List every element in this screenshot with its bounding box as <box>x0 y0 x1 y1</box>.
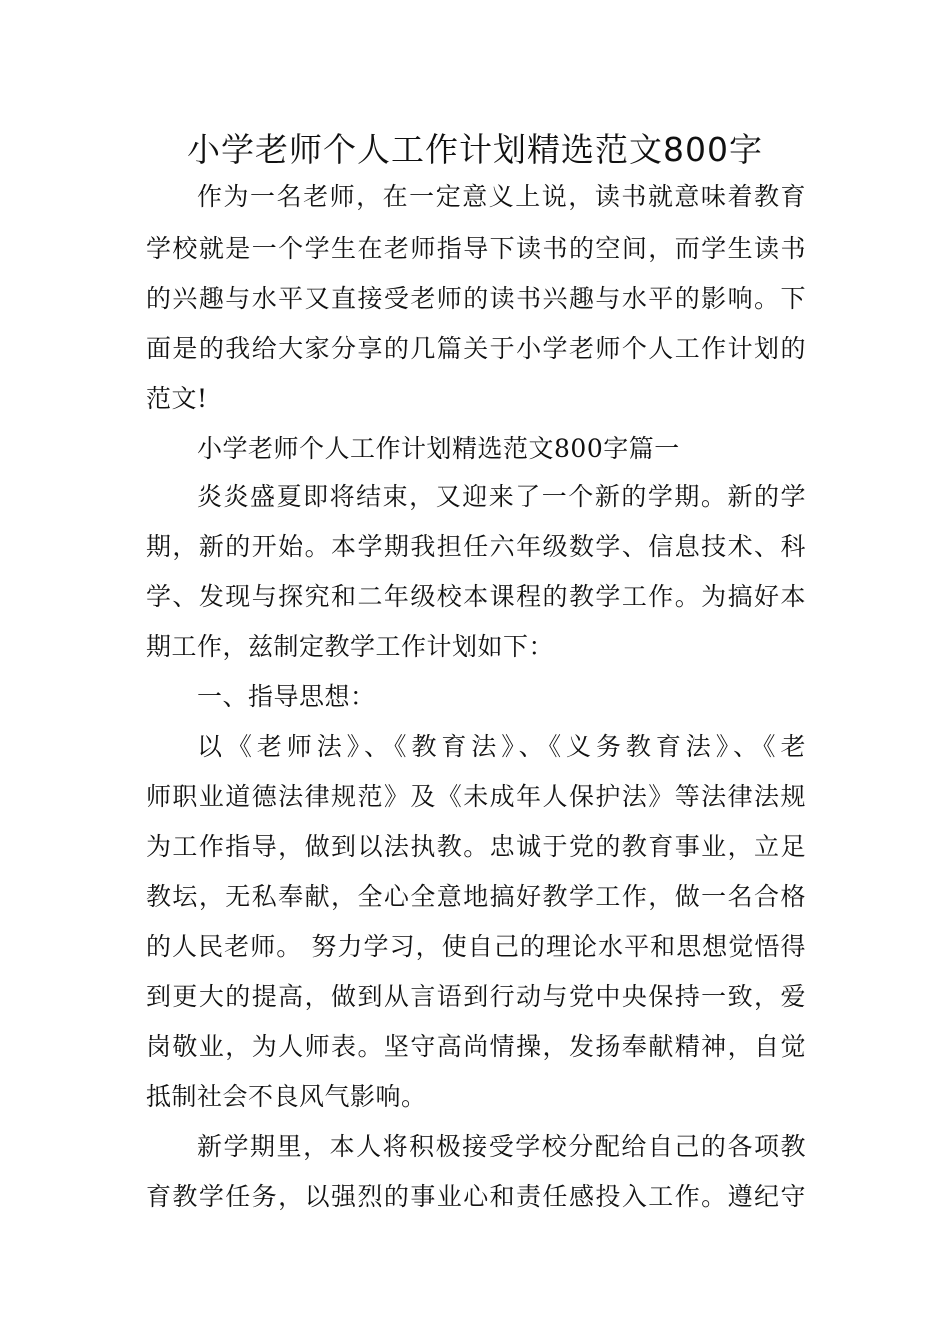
body-line: 期，新的开始。本学期我担任六年级数学、信息技术、科 <box>146 532 806 561</box>
body-line: 以《老师法》、《教育法》、《义务教育法》、《老 <box>197 732 806 761</box>
body-line: 育教学任务，以强烈的事业心和责任感投入工作。遵纪守 <box>146 1182 806 1211</box>
body-line: 岗敬业，为人师表。坚守高尚情操，发扬奉献精神，自觉 <box>146 1032 806 1061</box>
subsection-heading: 一、指导思想： <box>197 682 376 711</box>
document-title: 小学老师个人工作计划精选范文800字 <box>187 130 763 169</box>
body-line: 师职业道德法律规范》及《未成年人保护法》等法律法规 <box>146 782 806 811</box>
body-line: 学校就是一个学生在老师指导下读书的空间，而学生读书 <box>146 234 806 263</box>
body-line: 期工作，兹制定教学工作计划如下： <box>146 632 555 661</box>
body-line: 面是的我给大家分享的几篇关于小学老师个人工作计划的 <box>146 334 806 363</box>
body-line: 教坛，无私奉献，全心全意地搞好教学工作，做一名合格 <box>146 882 806 911</box>
body-line: 到更大的提高，做到从言语到行动与党中央保持一致，爱 <box>146 982 806 1011</box>
body-line: 的兴趣与水平又直接受老师的读书兴趣与水平的影响。下 <box>146 284 806 313</box>
body-line: 为工作指导，做到以法执教。忠诚于党的教育事业，立足 <box>146 832 806 861</box>
body-line: 学、发现与探究和二年级校本课程的教学工作。为搞好本 <box>146 582 806 611</box>
body-line: 范文! <box>146 384 208 413</box>
body-line: 的人民老师。 努力学习，使自己的理论水平和思想觉悟得 <box>146 932 806 961</box>
body-line: 新学期里，本人将积极接受学校分配给自己的各项教 <box>197 1132 806 1161</box>
section-heading: 小学老师个人工作计划精选范文800字篇一 <box>197 434 680 463</box>
body-line: 抵制社会不良风气影响。 <box>146 1082 427 1111</box>
body-line: 作为一名老师，在一定意义上说，读书就意味着教育 <box>197 182 806 211</box>
body-line: 炎炎盛夏即将结束，又迎来了一个新的学期。新的学 <box>197 482 806 511</box>
